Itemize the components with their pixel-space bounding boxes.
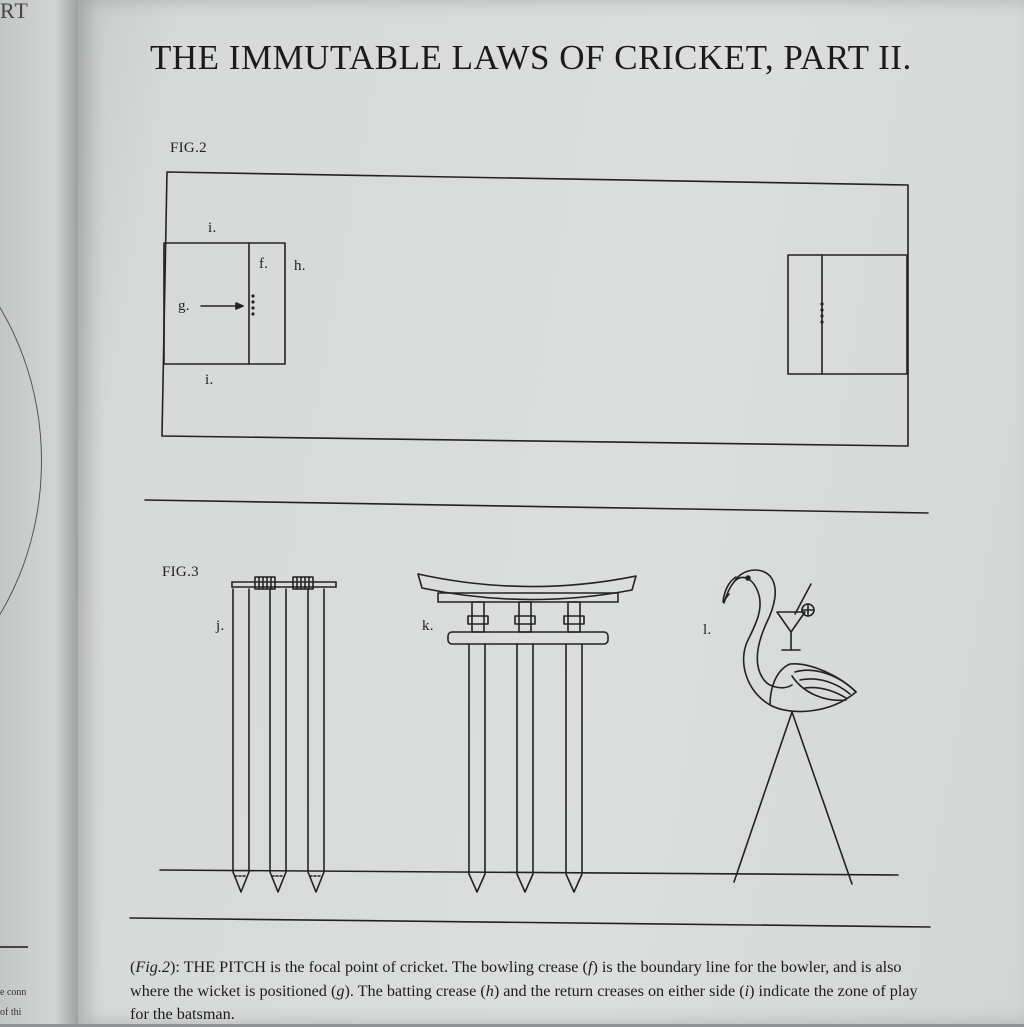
- flamingo-neck-head: [724, 570, 792, 705]
- caption-f: f: [587, 958, 593, 976]
- pitch-outline: [162, 172, 908, 446]
- label-flamingo: l.: [703, 622, 712, 638]
- flamingo-leg-right: [792, 712, 852, 884]
- caption-h: h: [485, 981, 494, 1000]
- flamingo-wing: [792, 670, 856, 700]
- caption-text-1: : THE PITCH is the focal point of cricket. The bowling crease (: [175, 958, 588, 976]
- facing-page-text-fragment: e conn: [0, 987, 27, 998]
- wicket-arrow-head: [236, 303, 243, 309]
- section-divider-rule: [145, 500, 928, 513]
- label-batting-crease: h.: [294, 258, 306, 274]
- right-return-crease-box: [788, 255, 907, 374]
- flamingo-leg-left: [734, 712, 792, 882]
- torii-post-center: [517, 644, 533, 892]
- label-return-crease-top: i.: [208, 220, 217, 236]
- label-return-crease-bottom: i.: [205, 372, 214, 388]
- torii-gate-drawing: [418, 574, 636, 892]
- flamingo-eye: [746, 576, 750, 580]
- torii-post-right: [566, 644, 582, 892]
- caption-text-3: ). The batting crease (: [344, 981, 486, 1000]
- fig2-label: FIG.2: [170, 140, 207, 156]
- label-wicket-position: g.: [178, 298, 190, 314]
- fig2-pitch-diagram: [162, 172, 908, 446]
- torii-tie-beam: [448, 632, 608, 644]
- caption-text-5: ) indicate the zone of play for the batsman.: [130, 981, 918, 1023]
- stump-1: [233, 589, 249, 892]
- label-torii-gate: k.: [422, 618, 434, 634]
- torii-post-left: [469, 644, 485, 892]
- stump-2: [270, 589, 286, 892]
- left-wicket-dots: [251, 294, 254, 315]
- figure-caption: (Fig.2): THE PITCH is the focal point of cricket. The bowling crease (f) is the boundary line for the bowler, and is also where the wicket is positioned (g). The batting crease (h) and the return creases on either side (i) indicate the zone of play for the batsman.: [130, 958, 918, 1023]
- label-wicket-stumps: j.: [216, 618, 225, 634]
- stump-3: [308, 589, 324, 892]
- caption-fig-ref: Fig.2: [135, 958, 171, 976]
- caption-divider-rule: [130, 918, 930, 927]
- torii-top-beam: [418, 574, 636, 600]
- page-title: THE IMMUTABLE LAWS OF CRICKET, PART II.: [150, 38, 912, 77]
- caption-g: g: [336, 981, 345, 1000]
- caption-i: i: [744, 981, 750, 1000]
- flamingo-drawing: [723, 570, 856, 884]
- label-bowling-crease: f.: [259, 256, 269, 272]
- caption-text-2: ) is the boundary line for the bowler, and is also where the wicket is positioned (: [130, 958, 902, 1000]
- facing-page-header-fragment: RT: [0, 0, 29, 23]
- torii-strut-right: [568, 602, 580, 632]
- torii-strut-left: [472, 602, 484, 632]
- facing-page-text-fragment: of thi: [0, 1007, 22, 1018]
- fig3-label: FIG.3: [162, 564, 199, 580]
- torii-lower-top-beam: [438, 593, 618, 602]
- caption-text-4: ) and the return creases on either side (: [493, 981, 745, 1000]
- torii-strut-center: [519, 602, 531, 632]
- wicket-stumps-drawing: [232, 577, 336, 892]
- cocktail-glass: [777, 612, 805, 632]
